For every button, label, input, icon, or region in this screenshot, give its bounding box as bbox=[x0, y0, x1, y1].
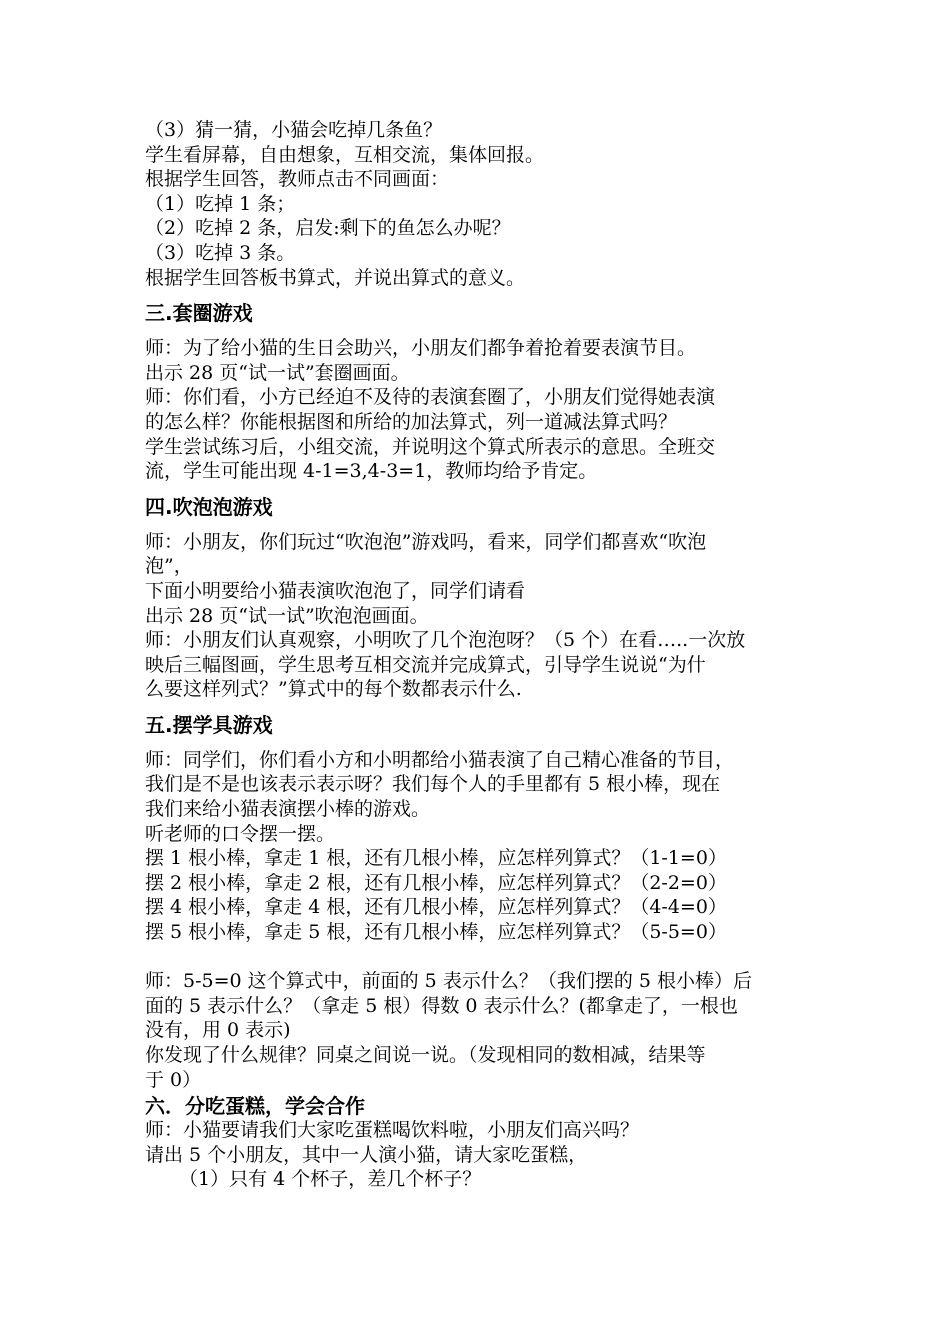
paragraph-line: 没有，用 0 表示) bbox=[145, 1019, 291, 1042]
paragraph-line: 下面小明要给小猫表演吹泡泡了，同学们请看 bbox=[145, 579, 526, 602]
paragraph-line: 泡”， bbox=[145, 555, 193, 578]
paragraph-line: 请出 5 个小朋友，其中一人演小猫，请大家吃蛋糕， bbox=[145, 1143, 588, 1166]
paragraph-line: 听老师的口令摆一摆。 bbox=[145, 822, 336, 845]
section-heading: 四.吹泡泡游戏 bbox=[145, 494, 273, 519]
paragraph-line: （3）吃掉 3 条。 bbox=[145, 241, 296, 264]
paragraph-line: 师：小猫要请我们大家吃蛋糕喝饮料啦，小朋友们高兴吗？ bbox=[145, 1119, 640, 1142]
paragraph-line: 师：为了给小猫的生日会助兴，小朋友们都争着抢着要表演节目。 bbox=[145, 337, 697, 360]
paragraph-line: 出示 28 页“试一试”吹泡泡画面。 bbox=[145, 604, 429, 627]
section-5 bbox=[145, 713, 825, 1092]
paragraph-line: 学生尝试练习后，小组交流，并说明这个算式所表示的意思。全班交 bbox=[145, 435, 716, 458]
paragraph-line: 你发现了什么规律？同桌之间说一说。（发现相同的数相减，结果等 bbox=[145, 1044, 706, 1066]
paragraph-line: 流，学生可能出现 4-1=3,4-3=1，教师均给予肯定。 bbox=[145, 460, 598, 483]
paragraph-line-indented: （1）只有 4 个杯子，差几个杯子？ bbox=[179, 1168, 482, 1191]
section-4 bbox=[145, 495, 825, 702]
paragraph-line: 于 0） bbox=[145, 1068, 202, 1091]
section-heading: 三.套圈游戏 bbox=[145, 301, 253, 326]
paragraph-line: 学生看屏幕，自由想象，互相交流，集体回报。 bbox=[145, 143, 545, 166]
paragraph-line: 出示 28 页“试一试”套圈画面。 bbox=[145, 361, 410, 384]
paragraph-line: （2）吃掉 2 条，启发:剩下的鱼怎么办呢？ bbox=[145, 217, 511, 240]
document-page bbox=[145, 118, 825, 1192]
blank-line bbox=[145, 945, 825, 970]
paragraph-line: 我们来给小猫表演摆小棒的游戏。 bbox=[145, 798, 431, 821]
section-2-tail bbox=[145, 118, 825, 290]
paragraph-line: 摆 4 根小棒，拿走 4 根，还有几根小棒，应怎样列算式？（4-4=0） bbox=[145, 896, 727, 919]
paragraph-line: 摆 5 根小棒，拿走 5 根，还有几根小棒，应怎样列算式？（5-5=0） bbox=[145, 921, 727, 944]
paragraph-line: 师：小朋友们认真观察，小明吹了几个泡泡呀？（5 个）在看…..一次放 bbox=[145, 629, 746, 652]
paragraph-line: 根据学生回答，教师点击不同画面： bbox=[145, 168, 450, 191]
paragraph-line: （3）猜一猜，小猫会吃掉几条鱼？ bbox=[145, 119, 443, 141]
section-heading: 五.摆学具游戏 bbox=[145, 712, 273, 737]
paragraph-line: 师：5-5=0 这个算式中，前面的 5 表示什么？（我们摆的 5 根小棒）后 bbox=[145, 970, 752, 993]
section-3 bbox=[145, 301, 825, 484]
paragraph-line: 的怎么样？你能根据图和所给的加法算式，列一道减法算式吗？ bbox=[145, 410, 678, 433]
section-6 bbox=[145, 1094, 825, 1192]
paragraph-line: 师：你们看，小方已经迫不及待的表演套圈了，小朋友们觉得她表演 bbox=[145, 386, 716, 409]
paragraph-line: 摆 1 根小棒，拿走 1 根，还有几根小棒，应怎样列算式？（1-1=0） bbox=[145, 847, 727, 870]
paragraph-line: 摆 2 根小棒，拿走 2 根，还有几根小棒，应怎样列算式？（2-2=0） bbox=[145, 871, 727, 894]
paragraph-line: （1）吃掉 1 条； bbox=[145, 192, 296, 215]
paragraph-line: 我们是不是也该表示表示呀？我们每个人的手里都有 5 根小棒，现在 bbox=[145, 773, 721, 796]
paragraph-line: 面的 5 表示什么？（拿走 5 根）得数 0 表示什么？(都拿走了，一根也 bbox=[145, 994, 738, 1017]
section-heading: 六．分吃蛋糕，学会合作 bbox=[145, 1094, 365, 1119]
paragraph-line: 师：同学们，你们看小方和小明都给小猫表演了自己精心准备的节目， bbox=[145, 748, 735, 771]
paragraph-line: 师：小朋友，你们玩过“吹泡泡”游戏吗，看来，同学们都喜欢“吹泡 bbox=[145, 530, 707, 553]
paragraph-line: 根据学生回答板书算式，并说出算式的意义。 bbox=[145, 266, 526, 289]
paragraph-line: 映后三幅图画，学生思考互相交流并完成算式，引导学生说说“为什 bbox=[145, 653, 706, 676]
paragraph-line: 么要这样列式？”算式中的每个数都表示什么. bbox=[145, 678, 522, 701]
